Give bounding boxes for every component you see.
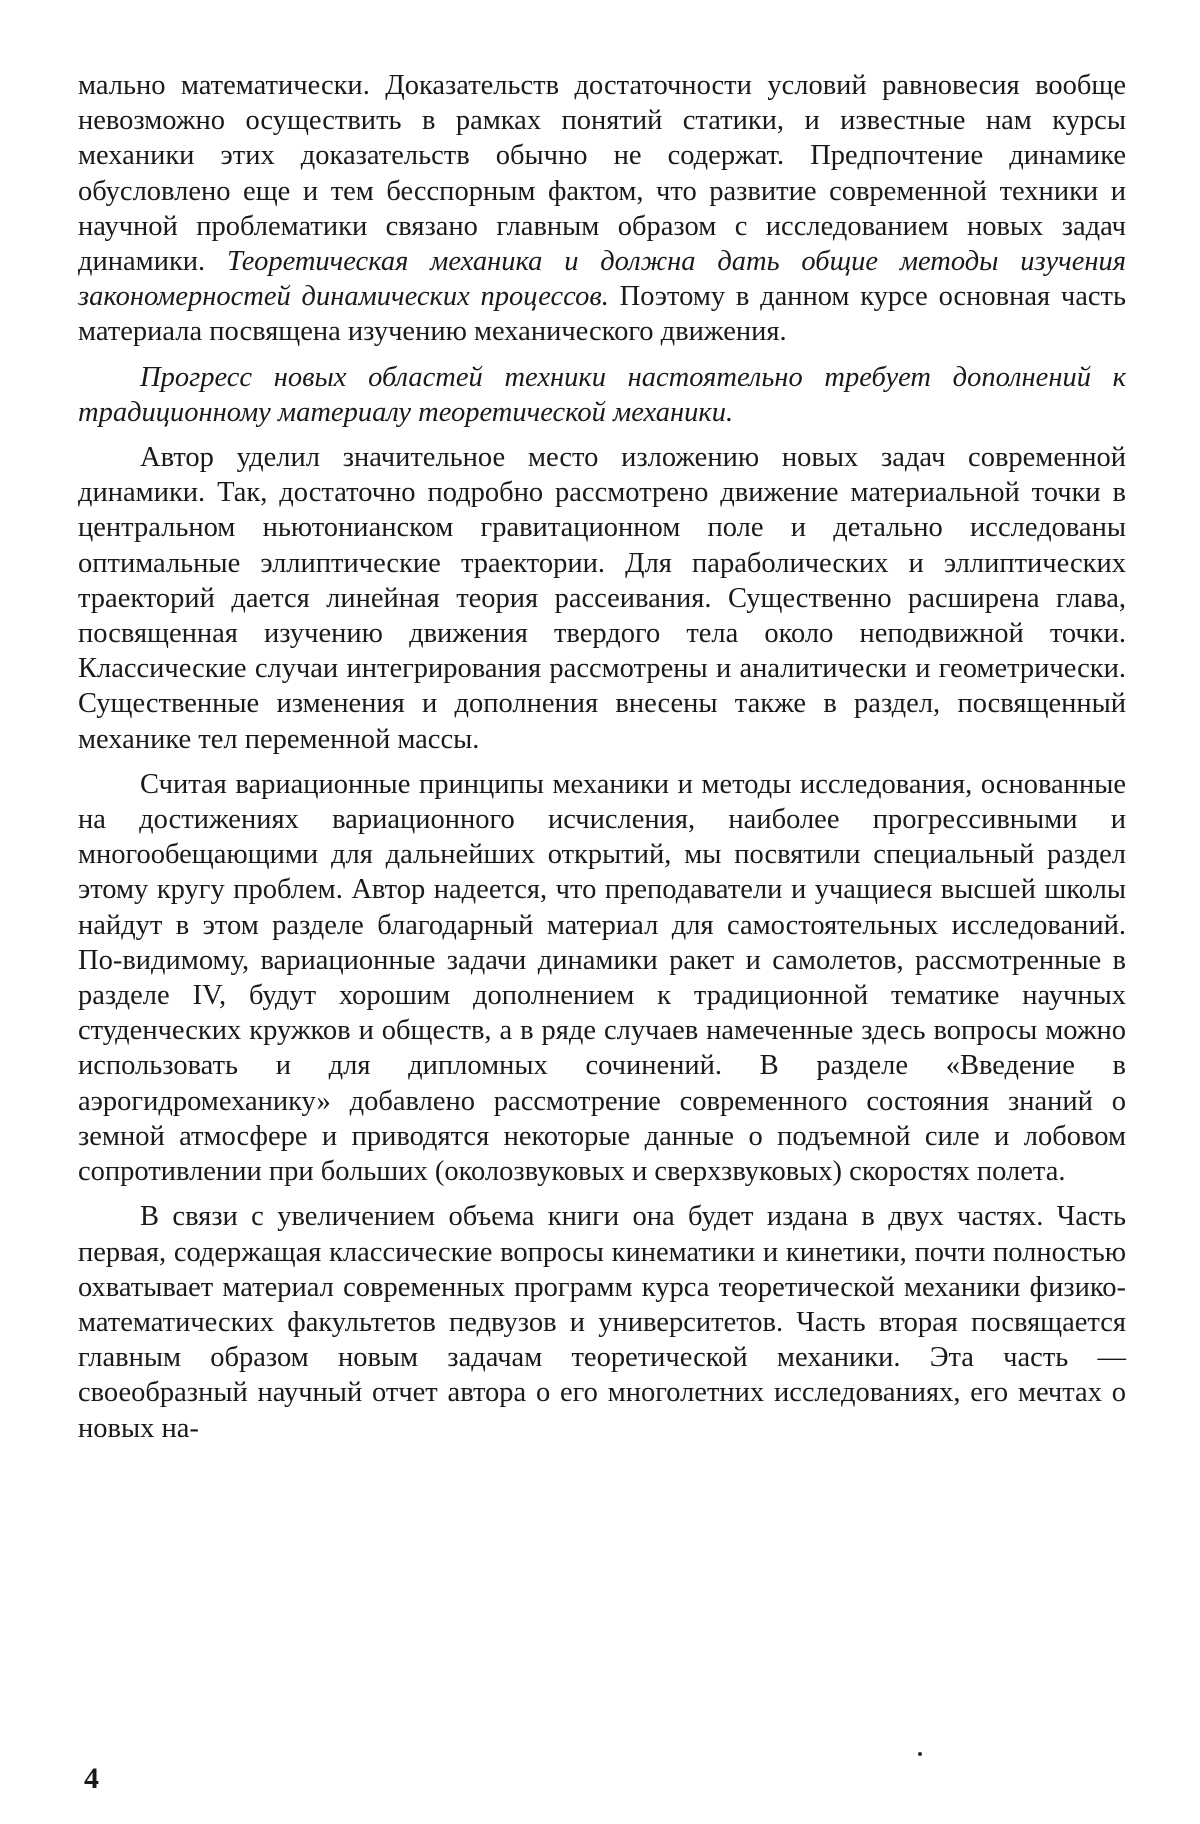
paragraph-5 xyxy=(78,1199,1126,1445)
paragraph-4-text: Считая вариационные принципы механики и методы исследования, основанные на достижениях вариационного исчисления, наиболее прогрессивными и многообещающими для дальнейших открытий, мы посвятили специальный раздел этому кругу проблем. Автор надеется, что преподаватели и учащиеся высшей школы найдут в этом разделе благодарный материал для самостоятельных исследований. По-видимому, вариационные задачи динамики ракет и самолетов, рассмотренные в разделе IV, будут хорошим дополнением к традиционной тематике научных студенческих кружков и обществ, а в ряде случаев намеченные здесь вопросы можно использовать и для дипломных сочинений. В разделе «Введение в аэрогидромеханику» добавлено рассмотрение современного состояния знаний о земной атмосфере и приводятся некоторые данные о подъемной силе и лобовом сопротивлении при больших (околозвуковых и сверхзвуковых) скоростях полета. xyxy=(78,768,1126,1188)
paragraph-4 xyxy=(78,767,1126,1189)
paragraph-1 xyxy=(78,68,1126,350)
page-text xyxy=(78,68,1126,1446)
print-dot-mark xyxy=(918,1752,922,1756)
paragraph-5-text: В связи с увеличением объема книги она будет издана в двух частях. Часть первая, содержащая классические вопросы кинематики и кинетики, почти полностью охватывает материал современных программ курса теоретической механики физико-математических факультетов педвузов и университетов. Часть вторая посвящается главным образом новым задачам теоретической механики. Эта часть — своеобразный научный отчет автора о его многолетних исследованиях, его мечтах о новых на- xyxy=(78,1201,1126,1444)
paragraph-2-italic-text: Прогресс новых областей техники настоятельно требует дополнений к традиционному материалу теоретической механики. xyxy=(78,361,1126,428)
paragraph-3 xyxy=(78,440,1126,757)
paragraph-1-part-1: мально математически. Доказательств достаточности условий равновесия вообще невозможно осуществить в рамках понятий статики, и известные нам курсы механики этих доказательств обычно не содержат. Предпочтение динамике обусловлено еще и тем бесспорным фактом, что развитие современной техники и научной проблематики связано главным образом с исследованием новых задач динамики. xyxy=(78,70,1126,278)
paragraph-1-italic-part: Теоретическая механика и должна дать общие методы изучения закономерностей динамических процессов. xyxy=(78,246,1126,313)
paragraph-3-text: Автор уделил значительное место изложению новых задач современной динамики. Так, достаточно подробно рассмотрено движение материальной точки в центральном ньютонианском гравитационном поле и детально исследованы оптимальные эллиптические траектории. Для параболических и эллиптических траекторий дается линейная теория рассеивания. Существенно расширена глава, посвященная изучению движения твердого тела около неподвижной точки. Классические случаи интегрирования рассмотрены и аналитически и геометрически. Существенные изменения и дополнения внесены также в раздел, посвященный механике тел переменной массы. xyxy=(78,442,1126,755)
page-number: 4 xyxy=(84,1762,99,1795)
paragraph-2 xyxy=(78,360,1126,430)
paragraph-1-part-3: Поэтому в данном курсе основная часть материала посвящена изучению механического движения. xyxy=(78,281,1126,348)
